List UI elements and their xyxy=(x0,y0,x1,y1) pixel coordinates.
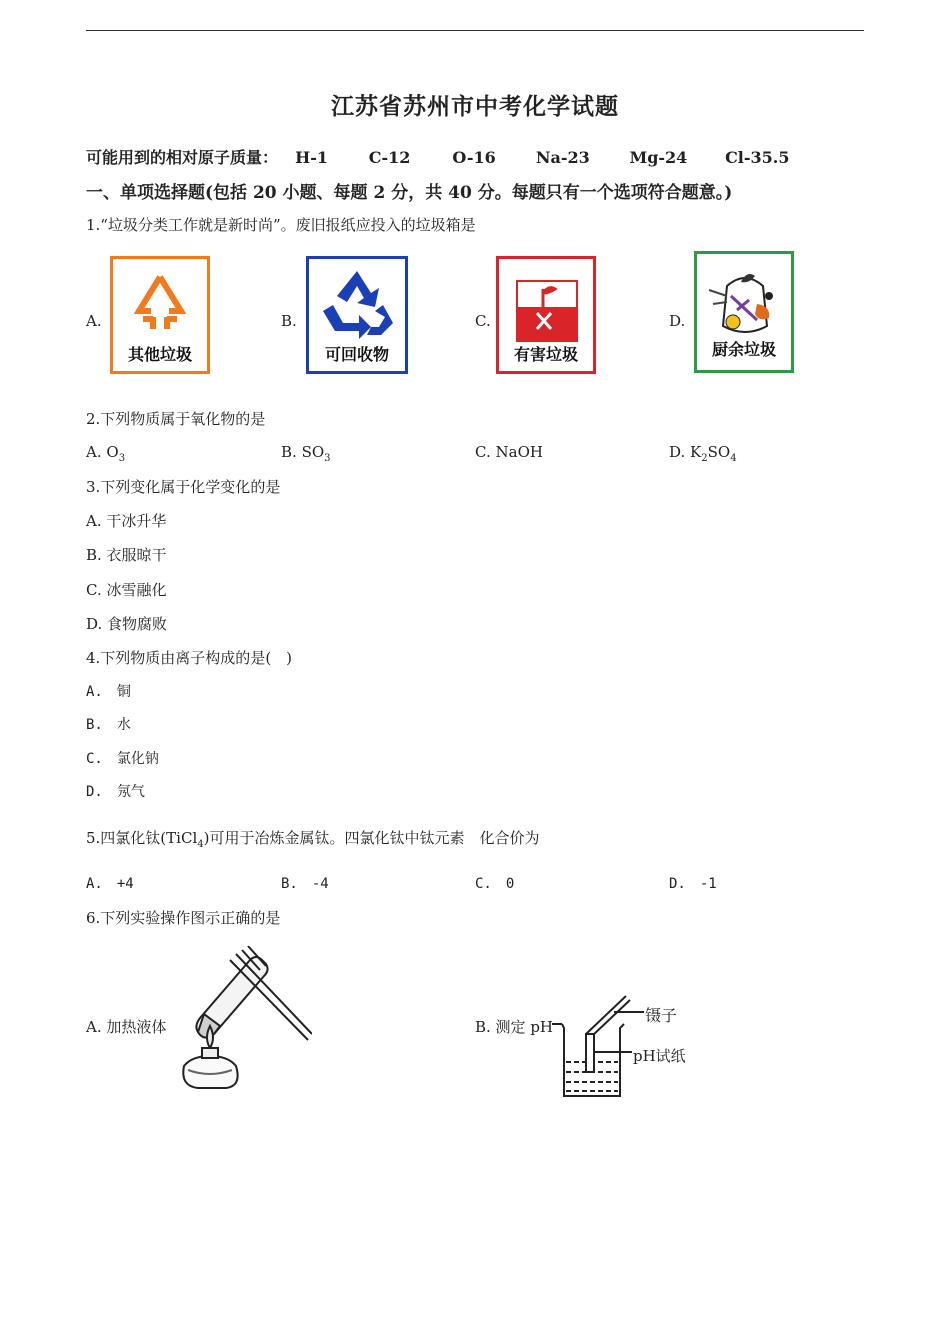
atomic-mass-h: H-1 xyxy=(295,148,329,167)
q4-option-c[interactable]: C. 氯化钠 xyxy=(86,751,159,767)
atomic-mass-c: C-12 xyxy=(368,148,411,167)
q3-option-b[interactable]: B. 衣服晾干 xyxy=(86,546,167,564)
q5-option-d[interactable]: D. -1 xyxy=(669,876,717,892)
bin-label-recycle: 可回收物 xyxy=(324,345,389,364)
ph-paper-label: pH试纸 xyxy=(633,1047,686,1065)
question-4-stem: 4.下列物质由离子构成的是( ) xyxy=(86,649,293,667)
atomic-mass-cl: Cl-35.5 xyxy=(725,148,790,167)
q6-option-b-label[interactable]: B. 测定 pH xyxy=(475,1018,554,1036)
atomic-masses-line xyxy=(86,145,789,168)
question-5-stem: 5.四氯化钛(TiCl$_4$)可用于冶炼金属钛。四氯化钛中钛元素 化合价为 xyxy=(86,829,540,850)
question-3-stem: 3.下列变化属于化学变化的是 xyxy=(86,478,281,496)
q5-option-a[interactable]: A. +4 xyxy=(86,876,134,892)
q2-option-d[interactable]: D. $K_2SO_4$ xyxy=(669,443,737,464)
heating-liquid-diagram xyxy=(170,946,312,1092)
q6-option-a-label[interactable]: A. 加热液体 xyxy=(86,1018,167,1036)
bin-label-food: 厨余垃圾 xyxy=(711,340,776,359)
q4-option-b[interactable]: B. 水 xyxy=(86,717,131,733)
question-2-stem: 2.下列物质属于氧化物的是 xyxy=(86,410,266,428)
atomic-label: 可能用到的相对原子质量： xyxy=(86,148,279,167)
question-1-stem: 1.“垃圾分类工作就是新时尚”。废旧报纸应投入的垃圾箱是 xyxy=(86,216,476,234)
q2-option-a[interactable]: A. $O_3$ xyxy=(86,443,126,464)
recycle-bin-icon[interactable] xyxy=(306,256,408,374)
q5-option-b[interactable]: B. -4 xyxy=(281,876,329,892)
atomic-mass-mg: Mg-24 xyxy=(629,148,688,167)
q1-option-b-label[interactable]: B. xyxy=(281,312,297,330)
q4-option-a[interactable]: A. 铜 xyxy=(86,684,131,700)
section-heading: 一、单项选择题(包括 20 小题、每题 2 分，共 40 分。每题只有一个选项符合题意。) xyxy=(86,183,733,203)
page-title: 江苏省苏州市中考化学试题 xyxy=(331,93,619,120)
q1-option-c-label[interactable]: C. xyxy=(475,312,491,330)
atomic-mass-na: Na-23 xyxy=(535,148,590,167)
top-rule xyxy=(86,30,864,31)
q1-option-a-label[interactable]: A. xyxy=(86,312,102,330)
q4-option-d[interactable]: D. 氖气 xyxy=(86,784,145,800)
hazardous-bin-icon[interactable] xyxy=(496,256,596,374)
q1-option-d-label[interactable]: D. xyxy=(669,312,686,330)
q2-option-c[interactable]: C. NaOH xyxy=(475,443,543,461)
tweezers-label: 镊子 xyxy=(645,1006,678,1025)
other-waste-bin-icon[interactable] xyxy=(110,256,210,374)
bin-label-hazardous: 有害垃圾 xyxy=(513,345,578,364)
q3-option-d[interactable]: D. 食物腐败 xyxy=(86,615,168,633)
q3-option-c[interactable]: C. 冰雪融化 xyxy=(86,581,167,599)
q5-option-c[interactable]: C. 0 xyxy=(475,876,515,892)
food-waste-bin-icon[interactable] xyxy=(694,251,794,373)
question-6-stem: 6.下列实验操作图示正确的是 xyxy=(86,909,281,927)
bin-label-other: 其他垃圾 xyxy=(127,345,192,364)
q2-option-b[interactable]: B. $SO_3$ xyxy=(281,443,331,464)
atomic-mass-o: O-16 xyxy=(452,148,496,167)
q3-option-a[interactable]: A. 干冰升华 xyxy=(86,512,167,530)
